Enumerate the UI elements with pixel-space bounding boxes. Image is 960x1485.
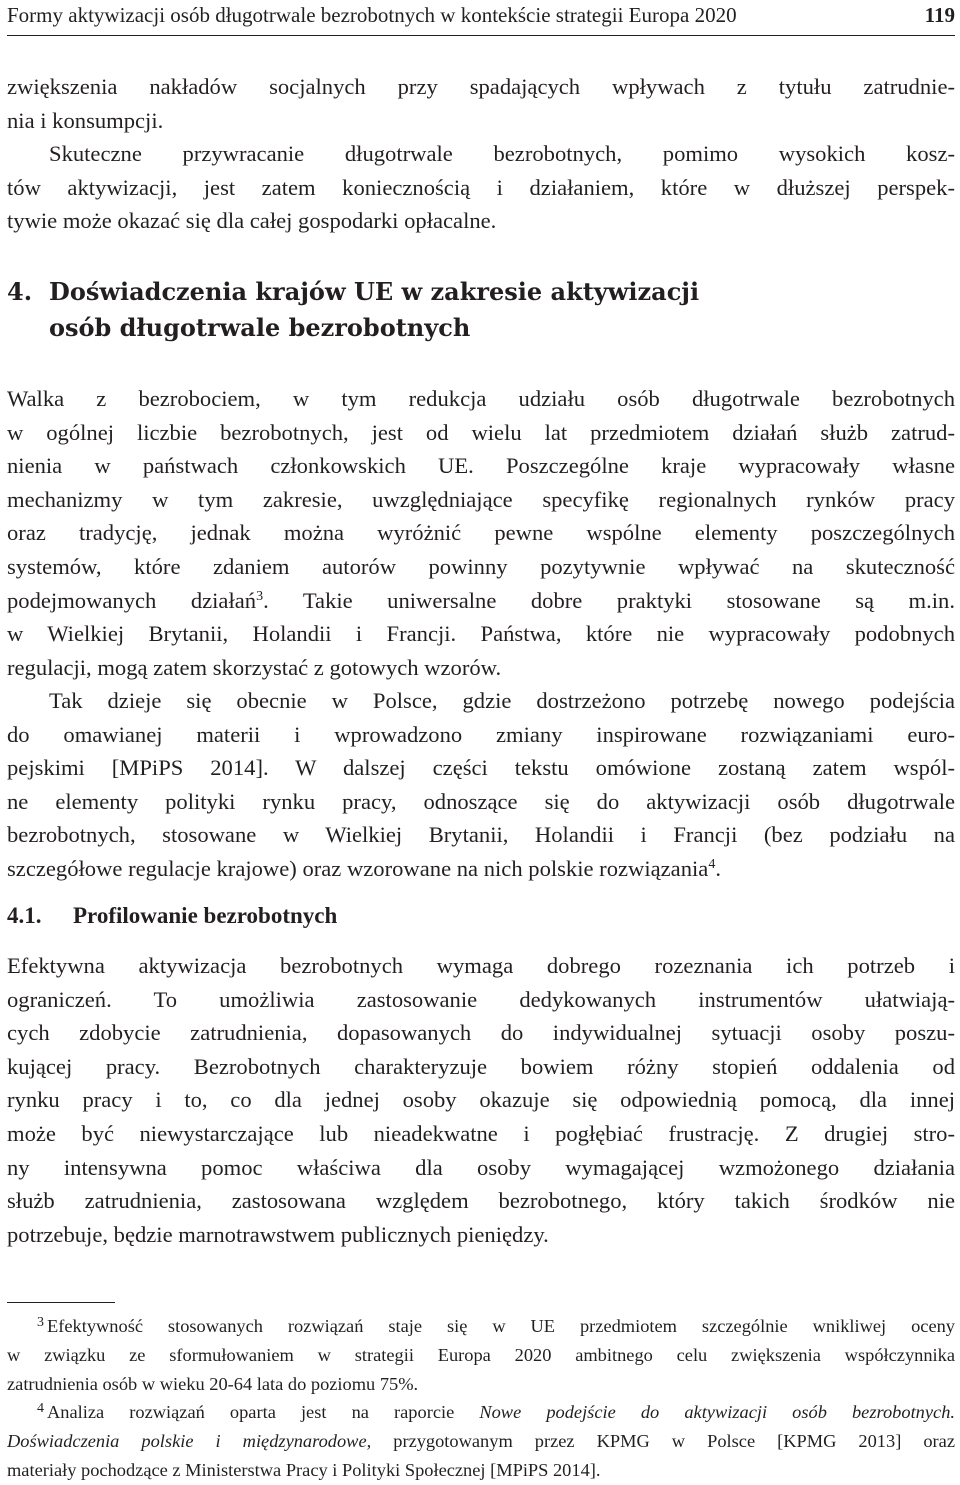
text-line: rynku pracy i to, co dla jednej osoby okazuje się odpowiednią pomocą, dla innej xyxy=(7,1087,955,1113)
text-line: ograniczeń. To umożliwia zastosowanie dedykowanych instrumentów ułatwiają- xyxy=(7,986,955,1012)
section41-paragraph-1 xyxy=(7,949,955,1251)
text-line: zwiększenia nakładów socjalnych przy spadających wpływach z tytułu zatrudnie- xyxy=(7,74,955,99)
footnote-line: 4 Analiza rozwiązań oparta jest na raporcie Nowe podejście do aktywizacji osób bezrobotnych. xyxy=(37,1401,955,1422)
text-line: Efektywna aktywizacja bezrobotnych wymaga dobrego rozeznania ich potrzeb i xyxy=(7,953,955,978)
footnote-line: Doświadczenia polskie i międzynarodowe, przygotowanym przez KPMG w Polsce [KPMG 2013] oraz xyxy=(7,1431,955,1451)
text-line-with-footnote-ref: szczegółowe regulacje krajowe) oraz wzorowane na nich polskie rozwiązania$^4$. xyxy=(7,855,721,881)
text-line: Walka z bezrobociem, w tym redukcja udziału osób długotrwale bezrobotnych xyxy=(7,386,955,411)
section-heading-4 xyxy=(7,274,955,346)
text-line: ne elementy polityki rynku pracy, odnoszące się do aktywizacji osób długotrwale xyxy=(7,788,955,814)
text-line: regulacji, mogą zatem skorzystać z gotowych wzorów. xyxy=(7,654,502,680)
text-line: ny intensywna pomoc właściwa dla osoby wymagającej wzmożonego działania xyxy=(7,1154,955,1180)
footnote-4 xyxy=(7,1398,955,1485)
running-head-title: Formy aktywizacji osób długotrwale bezrobotnych w kontekście strategii Europa 2020 xyxy=(7,3,737,27)
section-title-line2: osób długotrwale bezrobotnych xyxy=(49,313,471,342)
section-number: 4.1. xyxy=(7,903,42,928)
section-title: Profilowanie bezrobotnych xyxy=(73,903,338,928)
running-head xyxy=(7,3,955,29)
text-line: mechanizmy w tym zakresie, uwzględniające specyfikę regionalnych rynków pracy xyxy=(7,486,955,512)
page-number: 119 xyxy=(924,3,955,27)
intro-paragraphs xyxy=(7,70,955,238)
text-line: w Wielkiej Brytanii, Holandii i Francji. Państwa, które nie wypracowały podobnych xyxy=(7,621,955,647)
footnote-line: zatrudnienia osób w wieku 20-64 lata do poziomu 75%. xyxy=(7,1374,419,1394)
footnote-line: 3 Efektywność stosowanych rozwiązań staje się w UE przedmiotem szczególnie wnikliwej oceny xyxy=(37,1315,955,1336)
section-heading-4-1 xyxy=(7,900,955,932)
section-number: 4. xyxy=(7,277,33,306)
text-line: nienia w państwach członkowskich UE. Poszczególne kraje wypracowały własne xyxy=(7,453,955,479)
text-line-with-footnote-ref: podejmowanych działań$^3$. Takie uniwersalne dobre praktyki stosowane są m.in. xyxy=(7,587,955,613)
text-line: tów aktywizacji, jest zatem koniecznością i działaniem, które w dłuższej perspek- xyxy=(7,174,955,200)
text-line: nia i konsumpcji. xyxy=(7,107,164,133)
footnote-line: w związku ze sformułowaniem w strategii Europa 2020 ambitnego celu zwiększenia współczynnika xyxy=(7,1345,955,1365)
footnote-ref-3[interactable]: 3 xyxy=(256,588,264,604)
header-rule xyxy=(7,35,955,36)
text-line: tywie może okazać się dla całej gospodarki opłacalne. xyxy=(7,208,497,234)
text-line: oraz tradycję, jednak można wyróżnić pewne wspólne elementy poszczególnych xyxy=(7,520,955,546)
section4-paragraph-2 xyxy=(7,684,955,886)
text-line: w ogólnej liczbie bezrobotnych, jest od wielu lat przedmiotem działań służb zatrud- xyxy=(7,419,955,445)
text-line: potrzebuje, będzie marnotrawstwem publicznych pieniędzy. xyxy=(7,1221,549,1247)
text-line: kującej pracy. Bezrobotnych charakteryzuje bowiem różny stopień oddalenia od xyxy=(7,1053,955,1079)
footnote-3 xyxy=(7,1312,955,1399)
text-line: służb zatrudnienia, zastosowana względem bezrobotnego, który takich środków nie xyxy=(7,1188,955,1214)
text-line: pejskimi [MPiPS 2014]. W dalszej części tekstu omówione zostaną zatem wspól- xyxy=(7,755,955,781)
text-line: systemów, które zdaniem autorów powinny pozytywnie wpływać na skuteczność xyxy=(7,553,955,579)
text-line: bezrobotnych, stosowane w Wielkiej Brytanii, Holandii i Francji (bez podziału na xyxy=(7,822,955,848)
text-line: do omawianej materii i wprowadzono zmiany inspirowane rozwiązaniami euro- xyxy=(7,721,955,747)
text-line: może być niewystarczające lub nieadekwatne i pogłębiać frustrację. Z drugiej stro- xyxy=(7,1120,955,1146)
footnote-ref-4[interactable]: 4 xyxy=(708,856,716,872)
footnote-separator xyxy=(7,1302,115,1303)
text-line: Skuteczne przywracanie długotrwale bezrobotnych, pomimo wysokich kosz- xyxy=(49,141,955,167)
footnote-line: materiały pochodzące z Ministerstwa Pracy i Polityki Społecznej [MPiPS 2014]. xyxy=(7,1460,601,1480)
text-line: Tak dzieje się obecnie w Polsce, gdzie dostrzeżono potrzebę nowego podejścia xyxy=(49,688,955,713)
section-title-line1: Doświadczenia krajów UE w zakresie aktywizacji xyxy=(49,277,700,306)
cited-report-subtitle: Doświadczenia polskie i międzynarodowe, xyxy=(7,1431,372,1451)
cited-report-title: Nowe podejście do aktywizacji osób bezrobotnych. xyxy=(479,1402,955,1422)
section4-paragraph-1 xyxy=(7,382,955,684)
text-line: cych zdobycie zatrudnienia, dopasowanych do indywidualnej sytuacji osoby poszu- xyxy=(7,1020,955,1046)
